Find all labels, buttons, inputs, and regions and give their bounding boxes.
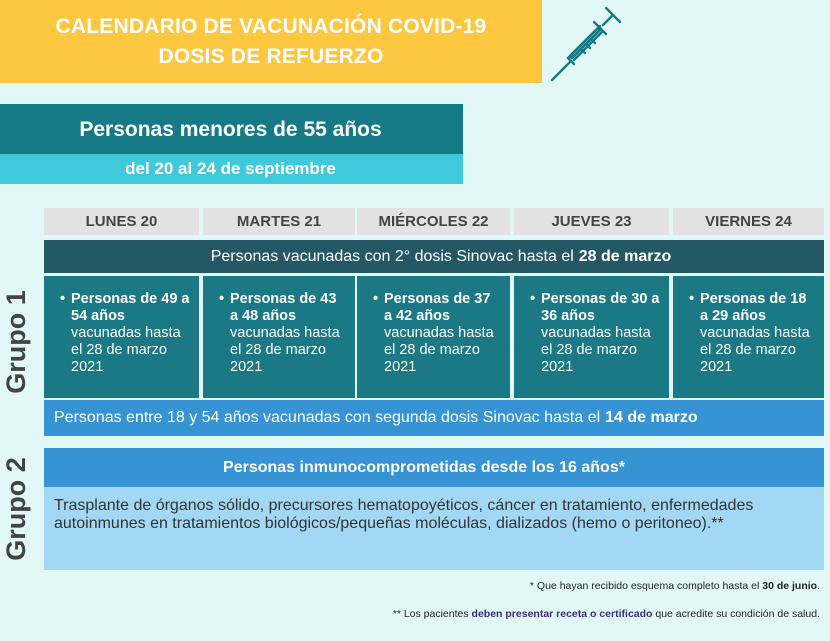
day-header-friday: VIERNES 24 xyxy=(673,208,824,235)
bullet: • xyxy=(219,291,225,307)
cell-detail: vacunadas hasta el 28 de marzo 2021 xyxy=(230,325,340,375)
cell-detail: vacunadas hasta el 28 de marzo 2021 xyxy=(71,325,181,375)
title-line-1: CALENDARIO DE VACUNACIÓN COVID-19 xyxy=(55,14,487,38)
cell-detail: vacunadas hasta el 28 de marzo 2021 xyxy=(700,325,810,375)
schedule-cell-thursday xyxy=(514,276,669,398)
cell-detail: vacunadas hasta el 28 de marzo 2021 xyxy=(541,325,651,375)
footnote-2-start: ** Los pacientes xyxy=(392,608,469,620)
bullet: • xyxy=(689,291,695,307)
day-header-monday: LUNES 20 xyxy=(44,208,199,235)
date-range: del 20 al 24 de septiembre xyxy=(0,154,463,184)
day-header-tuesday: MARTES 21 xyxy=(203,208,355,235)
schedule-cell-monday xyxy=(44,276,199,398)
cell-age-range: Personas de 43 a 48 años xyxy=(230,291,337,324)
schedule-cell-friday xyxy=(673,276,824,398)
cell-age-range: Personas de 49 a 54 años xyxy=(71,291,190,324)
cell-age-range: Personas de 37 a 42 años xyxy=(384,291,491,324)
bullet: • xyxy=(530,291,536,307)
title-line-2: DOSIS DE REFUERZO xyxy=(158,44,384,68)
group-2-description: Trasplante de órganos sólido, precursores hematopoyéticos, cáncer en tratamiento, enfermedades autoinmunes en tratamientos biológicos/pequeñas moléculas, dializados (hemo o peritoneo).** xyxy=(44,487,824,570)
group-1-footer-text: Personas entre 18 y 54 años vacunadas con segunda dosis Sinovac hasta el xyxy=(54,409,601,426)
group-2-header: Personas inmunocomprometidas desde los 16 años* xyxy=(44,448,824,487)
cell-age-range: Personas de 18 a 29 años xyxy=(700,291,807,324)
group-1-label: Grupo 1 xyxy=(1,290,31,394)
cell-detail: vacunadas hasta el 28 de marzo 2021 xyxy=(384,325,494,375)
footnote-2-end: que acredite su condición de salud. xyxy=(655,608,820,620)
title-banner xyxy=(0,0,542,83)
day-header-wednesday: MIÉRCOLES 22 xyxy=(357,208,510,235)
schedule-cell-wednesday xyxy=(357,276,510,398)
group-1-footer-date: 14 de marzo xyxy=(605,409,698,426)
schedule-cell-tuesday xyxy=(203,276,355,398)
group-1-footer xyxy=(44,400,824,436)
syringe-icon xyxy=(546,4,624,82)
bullet: • xyxy=(60,291,66,307)
bullet: • xyxy=(373,291,379,307)
group-1-header-text: Personas vacunadas con 2° dosis Sinovac hasta el xyxy=(210,247,574,265)
age-group-title: Personas menores de 55 años xyxy=(0,104,463,155)
footnote-2-bold: deben presentar receta o certificado xyxy=(471,608,653,620)
footnote-1-date: 30 de junio xyxy=(762,580,818,592)
day-header-thursday: JUEVES 23 xyxy=(514,208,669,235)
footnote-1-text: * Que hayan recibido esquema completo hasta el xyxy=(529,580,760,592)
group-1-header xyxy=(44,240,824,273)
footnote-1 xyxy=(530,580,820,592)
group-2-label: Grupo 2 xyxy=(1,457,31,561)
group-1-header-date: 28 de marzo xyxy=(578,247,672,265)
footnote-1-end: . xyxy=(817,580,820,592)
footnote-2 xyxy=(393,608,820,620)
cell-age-range: Personas de 30 a 36 años xyxy=(541,291,660,324)
